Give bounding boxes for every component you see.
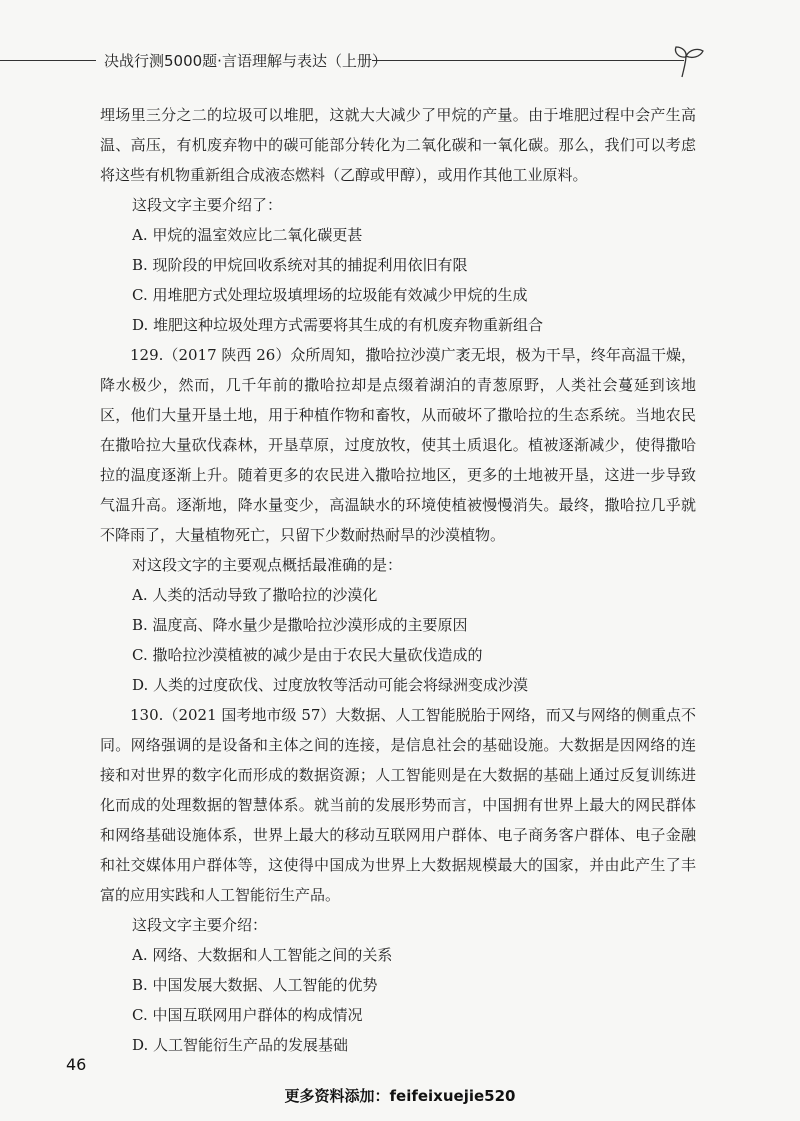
q130-paragraph: 130.（2021 国考地市级 57）大数据、人工智能脱胎于网络，而又与网络的侧重点不同。网络强调的是设备和主体之间的连接，是信息社会的基础设施。大数据是因网络的连接和对世界的数字化而形成的数据资源；人工智能则是在大数据的基础上通过反复训练进化而成的处理数据的智慧体系。就当前的发展形势而言，中国拥有世界上最大的网民群体和网络基础设施体系，世界上最大的移动互联网用户群体、电子商务客户群体、电子金融和社交媒体用户群体等，这使得中国成为世界上大数据规模最大的国家，并由此产生了丰富的应用实践和人工智能衍生产品。 — [100, 706, 696, 904]
q129-option-c: C. 撒哈拉沙漠植被的减少是由于农民大量砍伐造成的 — [132, 646, 483, 664]
running-header — [0, 44, 800, 80]
header-rule-right — [372, 60, 684, 61]
q129-prompt: 对这段文字的主要观点概括最准确的是： — [132, 556, 403, 574]
footer-note: 更多资料添加：feifeixuejie520 — [284, 1087, 516, 1105]
page-number: 46 — [66, 1055, 87, 1074]
q128-option-c: C. 用堆肥方式处理垃圾填埋场的垃圾能有效减少甲烷的生成 — [132, 286, 528, 304]
sprout-icon — [672, 44, 708, 78]
q130-prompt: 这段文字主要介绍： — [132, 916, 268, 934]
q129-option-d: D. 人类的过度砍伐、过度放牧等活动可能会将绿洲变成沙漠 — [132, 676, 529, 694]
q130-option-b: B. 中国发展大数据、人工智能的优势 — [132, 976, 378, 994]
q128-option-a: A. 甲烷的温室效应比二氧化碳更甚 — [132, 226, 363, 244]
intro-paragraph: 埋场里三分之二的垃圾可以堆肥，这就大大减少了甲烷的产量。由于堆肥过程中会产生高温、高压，有机废弃物中的碳可能部分转化为二氧化碳和一氧化碳。那么，我们可以考虑将这些有机物重新组合成液态燃料（乙醇或甲醇），或用作其他工业原料。 — [100, 106, 696, 184]
q128-prompt: 这段文字主要介绍了： — [132, 196, 283, 214]
q128-option-b: B. 现阶段的甲烷回收系统对其的捕捉利用依旧有限 — [132, 256, 468, 274]
header-rule-left — [0, 60, 96, 61]
page-body — [100, 100, 696, 1060]
q129-option-b: B. 温度高、降水量少是撒哈拉沙漠形成的主要原因 — [132, 616, 468, 634]
q129-paragraph: 129.（2017 陕西 26）众所周知，撒哈拉沙漠广袤无垠，极为干旱，终年高温干燥，降水极少，然而，几千年前的撒哈拉却是点缀着湖泊的青葱原野，人类社会蔓延到该地区，他们大量开垦土地，用于种植作物和畜牧，从而破坏了撒哈拉的生态系统。当地农民在撒哈拉大量砍伐森林，开垦草原，过度放牧，使其土质退化。植被逐渐减少，使得撒哈拉的温度逐渐上升。随着更多的农民进入撒哈拉地区，更多的土地被开垦，这进一步导致气温升高。逐渐地，降水量变少，高温缺水的环境使植被慢慢消失。最终，撒哈拉几乎就不降雨了，大量植物死亡，只留下少数耐热耐旱的沙漠植物。 — [100, 346, 696, 544]
book-title: 决战行测5000题·言语理解与表达（上册） — [104, 52, 387, 70]
q130-option-a: A. 网络、大数据和人工智能之间的关系 — [132, 946, 393, 964]
q129-option-a: A. 人类的活动导致了撒哈拉的沙漠化 — [132, 586, 378, 604]
q128-option-d: D. 堆肥这种垃圾处理方式需要将其生成的有机废弃物重新组合 — [132, 316, 544, 334]
q130-option-d: D. 人工智能衍生产品的发展基础 — [132, 1036, 349, 1054]
q130-option-c: C. 中国互联网用户群体的构成情况 — [132, 1006, 363, 1024]
